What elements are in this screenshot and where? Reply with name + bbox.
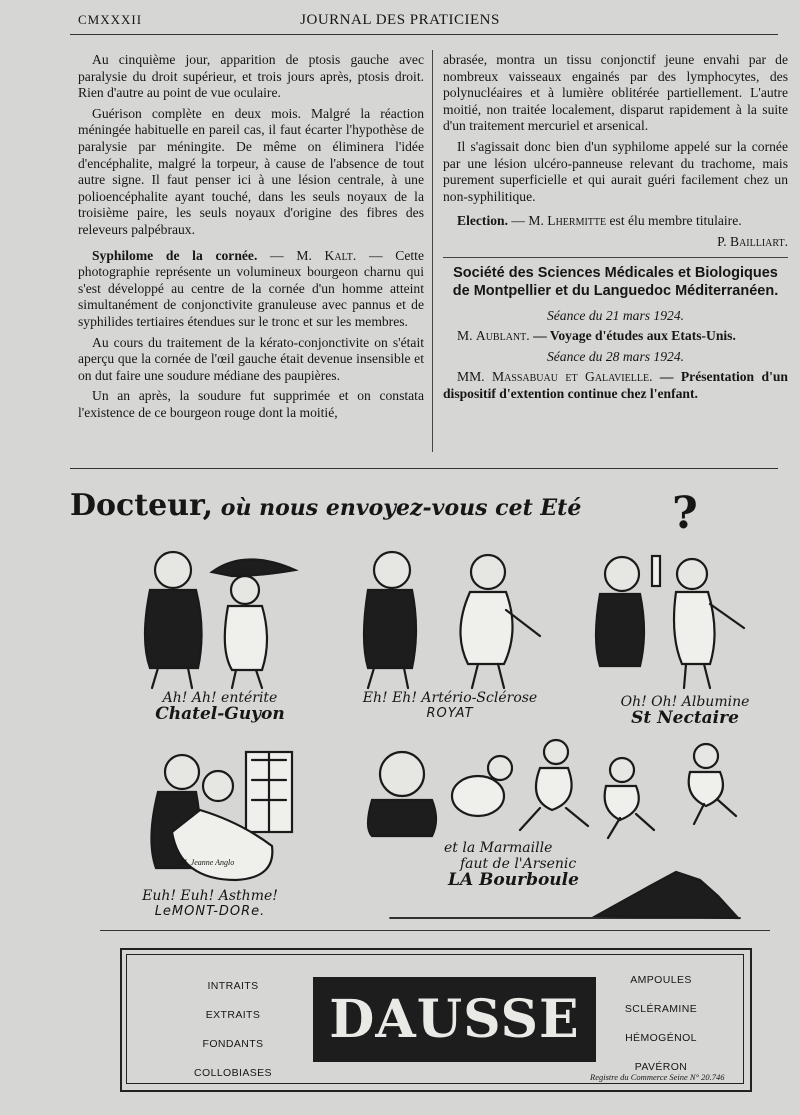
product-intraits: INTRAITS bbox=[207, 980, 259, 992]
section-heading-syphilome: Syphilome de la cornée. bbox=[92, 247, 258, 263]
left-paragraph-2: Guérison complète en deux mois. Malgré la réaction méningée habituelle en pareil cas, il faut écarter l'hypothèse de paralysie par méningite. De même on éliminera l'idée d'encéphalite, malgré la torpeur, à cause de l'absence de tout autre signe. Il faut penser ici à une lésion centrale, à une polioencéphalite ayant touché, dans les seuls noyaux de la troisième paire, les seuls noyaux d'origine des fibres des releveurs palpébraux. bbox=[78, 105, 424, 237]
headline-question-mark: ? bbox=[672, 488, 698, 539]
prefix: M. bbox=[457, 328, 476, 344]
caption-place: LeMONT-DORe. bbox=[154, 904, 266, 919]
journal-title: JOURNAL DES PRATICIENS bbox=[300, 12, 500, 28]
caption-line: Ah! Ah! entérite bbox=[162, 690, 278, 706]
cartoon-doctor-lady bbox=[145, 552, 295, 688]
left-paragraph-1: Au cinquième jour, apparition de ptosis gauche avec paralysie du droit supérieur, et trois jours après, ptosis droit. Rien d'autre au point de vue oculaire. bbox=[78, 52, 424, 101]
caption-asthme bbox=[120, 888, 300, 920]
headline-rest: où nous envoyez-vous cet Eté bbox=[213, 495, 582, 521]
caption-arterio bbox=[360, 690, 540, 722]
caption-line: Euh! Euh! Asthme! bbox=[142, 888, 278, 904]
dash: — M. bbox=[507, 213, 548, 229]
seance-date-1: Séance du 21 mars 1924. bbox=[546, 307, 685, 323]
communication-title-1: — Voyage d'études aux Etats-Unis. bbox=[529, 328, 736, 344]
left-paragraph-5: Un an après, la soudure fut supprimée et on constata l'existence de ce bourgeon rouge dont la moitié, bbox=[78, 388, 424, 420]
author-aublant: Aublant. bbox=[475, 328, 530, 344]
caption-place: ROYAT bbox=[426, 706, 474, 721]
product-paveron: PAVÉRON bbox=[634, 1061, 688, 1073]
cartoon-children bbox=[368, 740, 736, 838]
right-paragraph-1: abrasée, montra un tissu conjonctif jeune envahi par de nombreux vaisseaux engainés par des lymphocytes, des polynucléaires et à lumière oblitérée partiellement. L'autre moitié, non traitée localement, disparut rapidement à la suite d'un traitement mercuriel et arsenical. bbox=[443, 52, 788, 134]
seance-date-2: Séance du 28 mars 1924. bbox=[546, 348, 685, 364]
caption-line: faut de l'Arsenic bbox=[460, 856, 577, 872]
registry-number: Registre du Commerce Seine N° 20.746 bbox=[590, 1072, 725, 1082]
left-paragraph-4: Au cours du traitement de la kérato-conjonctivite on s'était aperçu que la cornée de l'œil gauche était devenue insensible et on dut faire une soudure médiane des paupières. bbox=[78, 334, 424, 383]
cartoon-doctor-vial bbox=[596, 556, 744, 688]
authors-massabuau-galavielle: Massabuau et Galavielle. bbox=[491, 369, 653, 385]
product-fondants: FONDANTS bbox=[202, 1038, 264, 1050]
name-lhermitte: Lhermitte bbox=[547, 213, 607, 229]
product-ampoules: AMPOULES bbox=[630, 974, 692, 986]
caption-enterite bbox=[130, 690, 310, 722]
ad-bottom-rule bbox=[100, 930, 770, 931]
caption-place: Chatel-Guyon bbox=[155, 704, 285, 724]
cartoon-doctor-oldman bbox=[364, 552, 540, 688]
society-title: Société des Sciences Médicales et Biologiques de Montpellier et du Languedoc Méditerranéen. bbox=[452, 264, 779, 299]
election-text: est élu membre titulaire. bbox=[606, 213, 742, 229]
product-extraits: EXTRAITS bbox=[205, 1009, 261, 1021]
paragraph-text: — Cette photographie représente un volumineux bourgeon charnu qui s'est développé au centre de la cornée d'un homme atteint simultanément de conjonctivite granuleuse avec pannus et de syphilides tertiaires étendues sur le tronc et sur les membres. bbox=[78, 247, 424, 329]
caption-albumine bbox=[600, 694, 770, 726]
communication-title-2: — Présentation d'un dispositif d'extention continue chez l'enfant. bbox=[443, 369, 788, 401]
election-label: Election. bbox=[457, 213, 508, 229]
author-kalt: Kalt. bbox=[324, 247, 357, 263]
dash: — M. bbox=[257, 247, 325, 263]
product-scleramine: SCLÉRAMINE bbox=[624, 1003, 698, 1015]
artist-signature: M. Jeanne Anglo bbox=[180, 858, 235, 867]
dausse-right-list bbox=[606, 966, 716, 1082]
product-hemogenol: HÉMOGÉNOL bbox=[625, 1032, 697, 1044]
signature-bailliart: P. Bailliart. bbox=[717, 233, 788, 249]
dausse-logo: DAUSSE bbox=[313, 977, 596, 1062]
product-collobiases: COLLOBIASES bbox=[194, 1067, 272, 1079]
caption-line: et la Marmaille bbox=[444, 840, 553, 856]
right-paragraph-2: Il s'agissait donc bien d'un syphilome appelé sur la cornée par une lésion ulcéro-panneuse relevant du trachome, mais purement superficielle et qui aurait guéri facilement chez un non-syphilitique. bbox=[443, 138, 788, 204]
dausse-left-list bbox=[178, 972, 288, 1088]
caption-line: Eh! Eh! Artério-Sclérose bbox=[362, 690, 538, 706]
page-number: CMXXXII bbox=[78, 12, 143, 27]
caption-line: Oh! Oh! Albumine bbox=[620, 694, 750, 710]
caption-marmaille bbox=[430, 840, 630, 888]
caption-place: St Nectaire bbox=[631, 708, 739, 728]
headline-word: Docteur, bbox=[70, 488, 214, 523]
caption-place: LA Bourboule bbox=[448, 870, 579, 890]
prefix: MM. bbox=[457, 369, 492, 385]
